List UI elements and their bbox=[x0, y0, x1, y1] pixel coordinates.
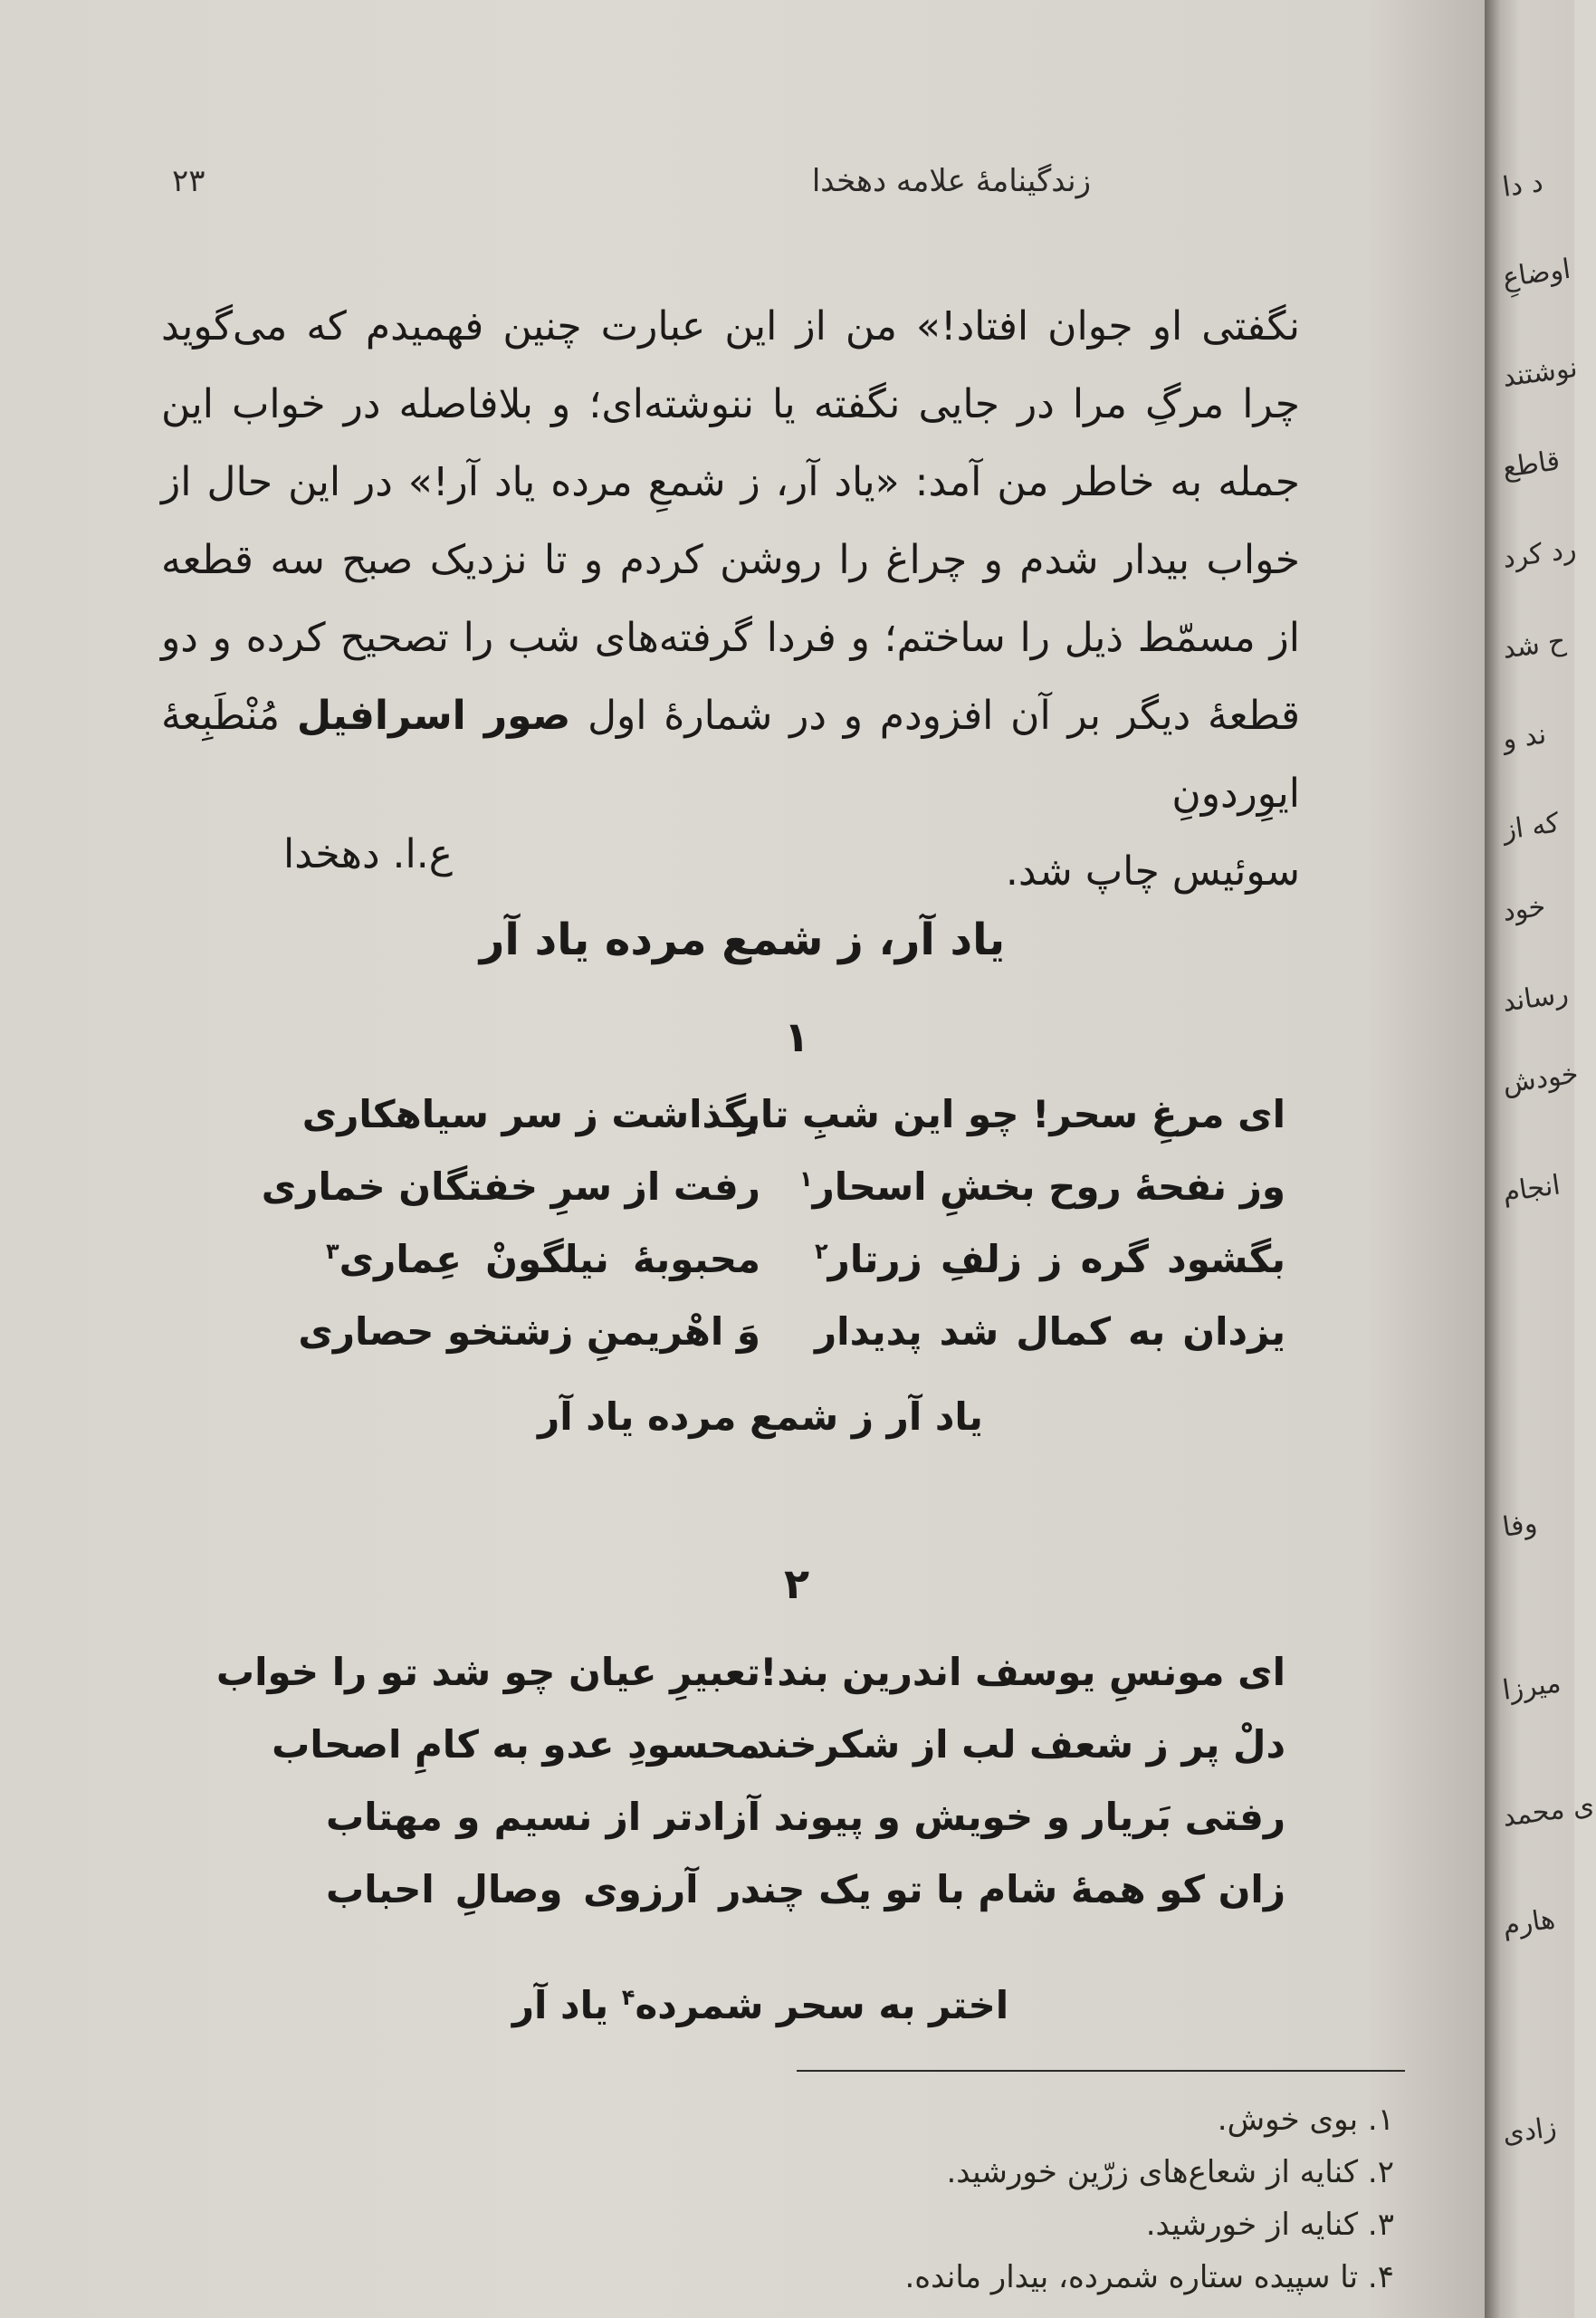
prose-line-tail: مُنْطَبِعهٔ ایوِردونِ bbox=[161, 693, 1300, 817]
hemistich-second: محسودِ عدو به کامِ اصحاب bbox=[272, 1722, 760, 1767]
hemistich-second: آزادتر از نسیم و مهتاب bbox=[326, 1795, 760, 1839]
facing-page-fragment: میرزا bbox=[1500, 1667, 1563, 1707]
hemistich-text: بگشود گره ز زلفِ زرتار bbox=[827, 1237, 1285, 1281]
footnote-ref: ۴ bbox=[621, 1985, 636, 2010]
page-number: ۲۳ bbox=[172, 163, 205, 199]
footnote: ۲. کنایه از شعاع‌های زرّین خورشید. bbox=[946, 2154, 1394, 2190]
verse bbox=[308, 1795, 1285, 1867]
facing-page-fragment: ند و bbox=[1500, 718, 1549, 756]
facing-page-fragment: د دا bbox=[1500, 166, 1545, 204]
prose-line: چرا مرگِ مرا در جایی نگفته یا ننوشته‌ای؛ و بلافاصله در خواب این bbox=[161, 381, 1300, 427]
facing-page-fragment: خودش bbox=[1500, 1058, 1581, 1100]
prose-paragraph bbox=[161, 288, 1300, 911]
facing-page-edge bbox=[1485, 0, 1596, 2318]
hemistich-second: رفت از سرِ خفتگان خماری bbox=[261, 1164, 760, 1209]
hemistich-first: رفتی بَریار و خویش و پیوند bbox=[773, 1795, 1285, 1839]
hemistich-second: تعبیرِ عیان چو شد تو را خواب bbox=[215, 1650, 760, 1694]
verse bbox=[261, 1164, 1285, 1237]
prose-line: جمله به خاطر من آمد: «یاد آر، ز شمعِ مرده یاد آر!» در این حال از bbox=[161, 459, 1300, 505]
hemistich-second bbox=[326, 1237, 760, 1281]
stanza-refrain bbox=[398, 1983, 1123, 2027]
facing-page-fragment: انجام bbox=[1500, 1169, 1563, 1209]
hemistich-first: یزدان به کمال شد پدیدار bbox=[815, 1309, 1285, 1354]
hemistich-second: وَ اهْریمنِ زشتخو حصاری bbox=[298, 1309, 760, 1354]
stanza-number: ۱ bbox=[783, 1012, 810, 1061]
facing-page-fragment: نوشتند bbox=[1500, 351, 1580, 394]
facing-page-fragment: ی محمد bbox=[1500, 1789, 1596, 1834]
running-title: زندگینامهٔ علامه دهخدا bbox=[811, 163, 1091, 199]
stanza-refrain: یاد آر ز شمع مرده یاد آر bbox=[538, 1394, 983, 1439]
hemistich-text: محبوبهٔ نیلگونْ عِماری bbox=[339, 1237, 760, 1281]
facing-page-fragment: زادی bbox=[1500, 2111, 1559, 2150]
page-header bbox=[172, 163, 1258, 208]
hemistich-first: ای مرغِ سحر! چو این شبِ تار bbox=[738, 1092, 1285, 1136]
footnote-ref: ۲ bbox=[815, 1239, 828, 1264]
prose-line-start: قطعهٔ دیگر بر آن افزودم و در شمارهٔ اول bbox=[588, 693, 1300, 739]
verse bbox=[308, 1867, 1285, 1940]
verse bbox=[215, 1650, 1285, 1722]
facing-page-fragment: خود bbox=[1500, 890, 1548, 928]
hemistich-first: زان کو همهٔ شام با تو یک چند bbox=[740, 1867, 1285, 1911]
footnote-ref: ۱ bbox=[798, 1166, 813, 1192]
hemistich-second: در آرزوی وصالِ احباب bbox=[326, 1867, 760, 1911]
footnote: ۴. تا سپیده ستاره شمرده، بیدار مانده. bbox=[904, 2259, 1394, 2295]
author-signature: ع.ا. دهخدا bbox=[283, 831, 453, 877]
footnotes bbox=[543, 2093, 1394, 2304]
prose-line: نگفتی او جوان افتاد!» من از این عبارت چنین فهمیدم که می‌گوید bbox=[161, 303, 1300, 350]
stanza-1 bbox=[261, 1092, 1285, 1382]
facing-page-fragment: وفا bbox=[1500, 1507, 1540, 1544]
hemistich-text: وز نفحهٔ روح بخشِ اسحار bbox=[812, 1164, 1285, 1209]
prose-line: خواب بیدار شدم و چراغ را روشن کردم و تا نزدیک صبح سه قطعه bbox=[161, 537, 1300, 583]
refrain-start: اختر به سحر شمرده bbox=[635, 1983, 1009, 2027]
verse bbox=[308, 1237, 1285, 1309]
prose-line: از مسمّط ذیل را ساختم؛ و فردا گرفته‌های شب را تصحیح کرده و دو bbox=[161, 615, 1300, 661]
hemistich-first bbox=[798, 1164, 1285, 1209]
facing-page-fragment: قاطع bbox=[1500, 445, 1563, 484]
hemistich-first bbox=[815, 1237, 1285, 1281]
prose-line: سوئیس چاپ شد. bbox=[1005, 848, 1300, 895]
poem-title: یاد آر، ز شمع مرده یاد آر bbox=[479, 915, 1006, 965]
footnote-ref: ۳ bbox=[326, 1239, 339, 1264]
facing-page-fragment: که از bbox=[1500, 807, 1562, 847]
footnote-divider bbox=[797, 2070, 1405, 2072]
verse bbox=[301, 1092, 1285, 1164]
refrain-end: یاد آر bbox=[511, 1983, 609, 2027]
facing-page-fragment: هارم bbox=[1500, 1903, 1557, 1942]
footnote: ۳. کنایه از خورشید. bbox=[1145, 2207, 1394, 2243]
verse bbox=[272, 1722, 1285, 1795]
verse bbox=[298, 1309, 1285, 1382]
facing-page-fragment: اوضاعِ bbox=[1500, 253, 1573, 294]
facing-page-fragment: رساند bbox=[1500, 978, 1571, 1019]
stanza-number: ۲ bbox=[783, 1559, 810, 1608]
hemistich-second: بگذاشت ز سر سیاهکاری bbox=[301, 1092, 760, 1136]
hemistich-first: دلْ پر ز شعف لب از شکرخند bbox=[751, 1722, 1285, 1767]
newspaper-title: صور اسرافیل bbox=[296, 693, 571, 739]
facing-page-fragment: ح شد bbox=[1500, 625, 1568, 666]
footnote: ۱. بوی خوش. bbox=[1217, 2102, 1394, 2138]
hemistich-first: ای مونسِ یوسف اندرین بند! bbox=[760, 1650, 1285, 1694]
stanza-2 bbox=[215, 1650, 1285, 1940]
facing-page-fragment: رد کرد bbox=[1500, 532, 1579, 575]
prose-line-with-title bbox=[161, 677, 1300, 833]
